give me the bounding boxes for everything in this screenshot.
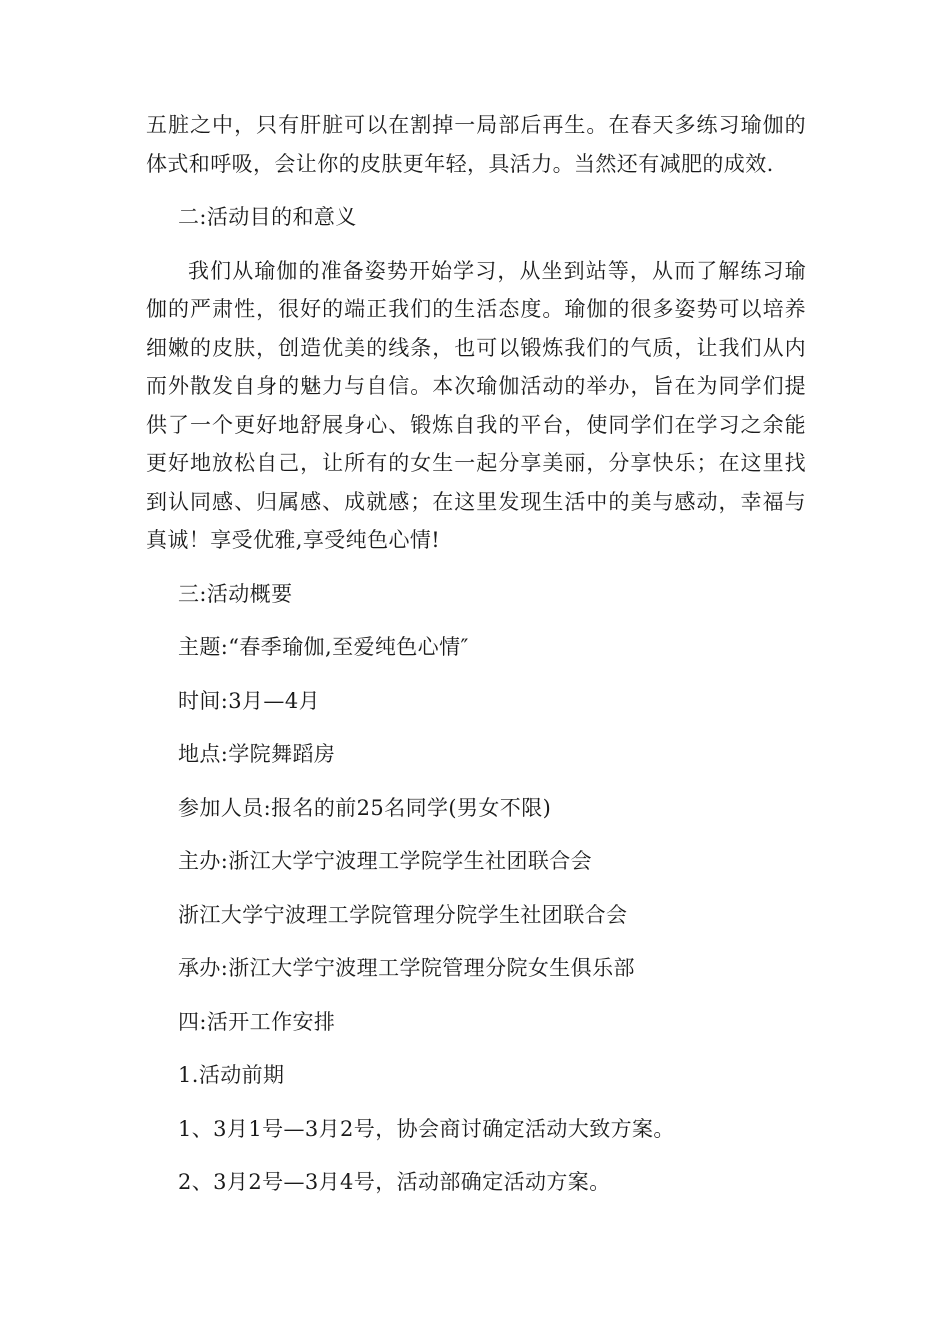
subheading-pre-activity: 1.活动前期 [178,1063,285,1087]
schedule-item-1: 1、3月1号—3月2号，协会商讨确定活动大致方案。 [178,1116,675,1141]
overview-participants: 参加人员:报名的前25名同学(男女不限) [178,795,552,820]
schedule-item-2: 2、3月2号—3月4号，活动部确定活动方案。 [178,1170,611,1194]
section-heading-arrangement: 四:活开工作安排 [178,1009,336,1034]
overview-time: 时间:3月—4月 [178,688,320,713]
overview-location: 地点:学院舞蹈房 [178,742,336,766]
overview-theme: 主题:“春季瑜伽,至爱纯色心情″ [178,635,469,659]
section-heading-overview: 三:活动概要 [178,581,293,606]
intro-paragraph: 五脏之中，只有肝脏可以在割掉一局部后再生。在春天多练习瑜伽的体式和呼吸，会让你的皮肤更年轻，具活力。当然还有减肥的成效. [146,113,806,176]
overview-host: 主办:浙江大学宁波理工学院学生社团联合会 [178,849,593,873]
overview-cohost: 浙江大学宁波理工学院管理分院学生社团联合会 [178,902,628,927]
purpose-paragraph: 我们从瑜伽的准备姿势开始学习，从坐到站等，从而了解练习瑜伽的严肃性，很好的端正我们的生活态度。瑜伽的很多姿势可以培养细嫩的皮肤，创造优美的线条，也可以锻炼我们的气质，让我们从内而外散发自身的魅力与自信。本次瑜伽活动的举办，旨在为同学们提供了一个更好地舒展身心、锻炼自我的平台，使同学们在学习之余能更好地放松自己，让所有的女生一起分享美丽，分享快乐；在这里找到认同感、归属感、成就感；在这里发现生活中的美与感动，幸福与真诚！享受优雅,享受纯色心情! [146,258,806,552]
overview-organizer: 承办:浙江大学宁波理工学院管理分院女生俱乐部 [178,956,635,980]
section-heading-purpose: 二:活动目的和意义 [178,205,357,229]
document-body [146,106,806,1217]
